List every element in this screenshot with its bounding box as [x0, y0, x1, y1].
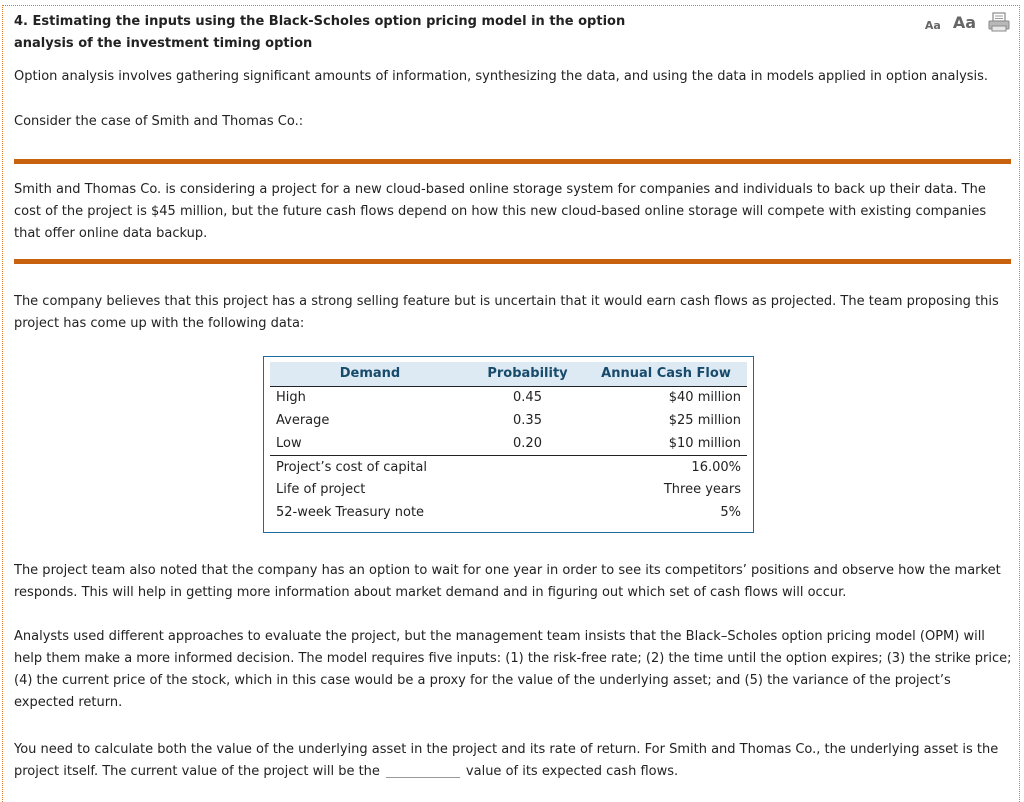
data-intro-paragraph: The company believes that this project has a strong selling feature but is uncertain that it would earn cash flows as projected. The team proposing this project has come up with the following data: — [14, 294, 999, 331]
case-description: Smith and Thomas Co. is considering a project for a new cloud-based online storage system for companies and individuals to back up their data. The cost of the project is $45 million, but the future cash flows depend on how this new cloud-based online storage will compete with existing companies that offer online data backup. — [14, 182, 987, 241]
table-row — [270, 386, 747, 409]
demand-cell: High — [276, 390, 306, 406]
case-intro: Consider the case of Smith and Thomas Co.: — [14, 114, 304, 129]
answer-blank-dropdown[interactable] — [386, 764, 460, 778]
black-scholes-paragraph: Analysts used different approaches to evaluate the project, but the management team insists that the Black–Scholes option pricing model (OPM) will help them make a more informed decision. The model requires five inputs: (1) the risk-free rate; (2) the time until the option expires; (3) the strike price; (4) the current price of the stock, which in this case would be a proxy for the value of the underlying asset; and (5) the variance of the project’s expected return. — [14, 629, 1012, 710]
header-probability: Probability — [470, 362, 585, 386]
case-top-rule — [14, 159, 1011, 164]
header-cash-flow: Annual Cash Flow — [585, 362, 747, 386]
extra-label-cell: 52-week Treasury note — [276, 505, 425, 520]
table-row — [270, 432, 747, 455]
decrease-font-button[interactable]: Aa — [924, 19, 941, 32]
extra-label-cell: Life of project — [276, 482, 366, 497]
increase-font-button[interactable]: Aa — [952, 13, 976, 32]
cash-flow-cell: $25 million — [668, 413, 741, 428]
case-bottom-rule — [14, 259, 1011, 264]
probability-cell: 0.20 — [470, 432, 585, 455]
extra-value-cell: Three years — [663, 482, 741, 497]
table-row — [270, 409, 747, 432]
option-to-wait-paragraph: The project team also noted that the company has an option to wait for one year in order to see its competitors’ positions and observe how the market responds. This will help in getting more information about market demand and in figuring out which set of cash flows will occur. — [14, 563, 1001, 600]
underlying-asset-text-before: You need to calculate both the value of the underlying asset in the project and its rate of return. For Smith and Thomas Co., the underlying asset is the project itself. The current value of the project will be the — [14, 742, 999, 779]
text-tools — [925, 12, 1010, 32]
cash-flow-cell: $40 million — [668, 390, 741, 406]
question-title-line-1: 4. Estimating the inputs using the Black-Scholes option pricing model in the option — [14, 14, 626, 29]
underlying-asset-text-after: value of its expected cash flows. — [465, 764, 679, 779]
cash-flow-cell: $10 million — [585, 432, 747, 455]
table-row — [270, 501, 747, 524]
probability-cell: 0.35 — [513, 413, 542, 428]
print-icon[interactable] — [988, 12, 1010, 32]
question-title-line-2: analysis of the investment timing option — [14, 36, 313, 51]
probability-cell: 0.45 — [513, 390, 542, 406]
question-title — [14, 11, 714, 55]
intro-paragraph: Option analysis involves gathering significant amounts of information, synthesizing the data, and using the data in models applied in option analysis. — [14, 69, 989, 84]
table-row — [270, 455, 747, 478]
extra-label-cell: Project’s cost of capital — [276, 460, 427, 476]
table-row — [270, 478, 747, 501]
demand-cell: Average — [276, 413, 330, 428]
header-demand: Demand — [270, 362, 470, 386]
extra-value-cell: 16.00% — [691, 460, 741, 476]
demand-cell: Low — [270, 432, 470, 455]
underlying-asset-paragraph — [14, 739, 1012, 783]
project-data-table — [263, 356, 754, 533]
extra-value-cell: 5% — [720, 505, 741, 520]
